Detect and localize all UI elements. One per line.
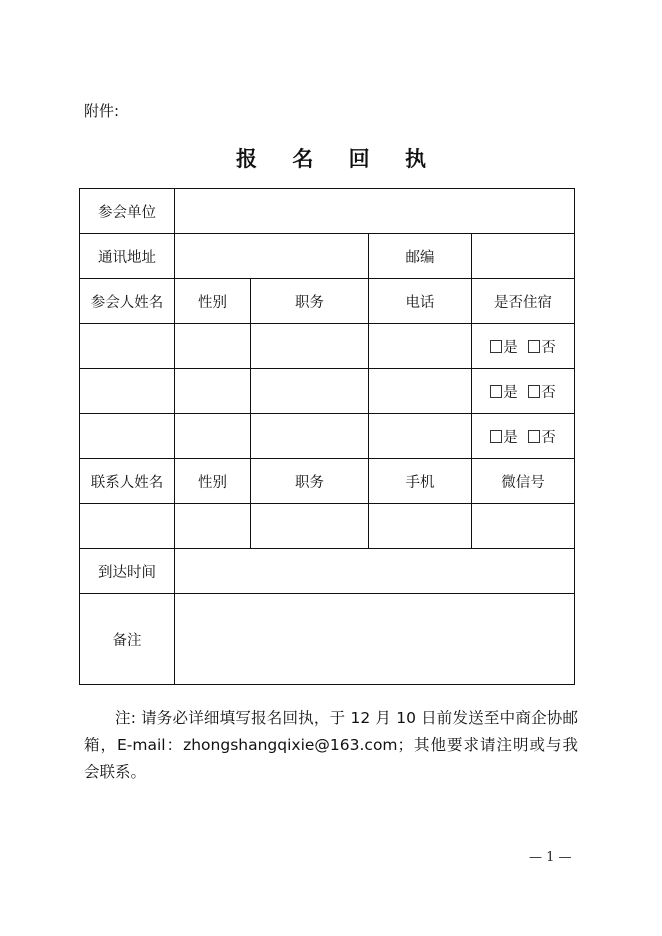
attendee-position-field[interactable] — [251, 369, 369, 414]
contact-mobile-field[interactable] — [369, 504, 472, 549]
checkbox-icon[interactable] — [490, 385, 502, 398]
arrival-label: 到达时间 — [80, 549, 175, 594]
attendee-phone-field[interactable] — [369, 414, 472, 459]
contact-position-header: 职务 — [251, 459, 369, 504]
arrival-field[interactable] — [175, 549, 575, 594]
attendee-name-field[interactable] — [80, 324, 175, 369]
lodging-yes-option[interactable] — [490, 340, 518, 356]
checkbox-icon[interactable] — [490, 430, 502, 443]
contact-wechat-header: 微信号 — [472, 459, 575, 504]
address-row — [80, 234, 575, 279]
org-row — [80, 189, 575, 234]
contact-header-row — [80, 459, 575, 504]
remarks-field[interactable] — [175, 594, 575, 685]
lodging-yes-label: 是 — [503, 429, 518, 446]
checkbox-icon[interactable] — [528, 340, 540, 353]
address-field[interactable] — [175, 234, 369, 279]
attendee-phone-field[interactable] — [369, 324, 472, 369]
attendee-gender-field[interactable] — [175, 414, 251, 459]
lodging-no-label: 否 — [541, 429, 556, 446]
org-label: 参会单位 — [80, 189, 175, 234]
org-field[interactable] — [175, 189, 575, 234]
lodging-no-label: 否 — [541, 384, 556, 401]
page-number: — 1 — — [529, 850, 572, 865]
lodging-options — [472, 369, 575, 414]
attendee-header-row — [80, 279, 575, 324]
registration-form-table — [79, 188, 575, 685]
lodging-no-label: 否 — [541, 339, 556, 356]
checkbox-icon[interactable] — [528, 385, 540, 398]
contact-name-field[interactable] — [80, 504, 175, 549]
attendee-row — [80, 414, 575, 459]
attendee-phone-field[interactable] — [369, 369, 472, 414]
arrival-row — [80, 549, 575, 594]
attendee-name-field[interactable] — [80, 414, 175, 459]
attendee-name-field[interactable] — [80, 369, 175, 414]
attachment-label: 附件: — [84, 102, 120, 120]
attendee-row — [80, 369, 575, 414]
attendee-row — [80, 324, 575, 369]
lodging-no-option[interactable] — [528, 385, 556, 401]
contact-gender-field[interactable] — [175, 504, 251, 549]
postcode-field[interactable] — [472, 234, 575, 279]
attendee-gender-field[interactable] — [175, 324, 251, 369]
lodging-yes-label: 是 — [503, 339, 518, 356]
attendee-position-field[interactable] — [251, 414, 369, 459]
contact-row — [80, 504, 575, 549]
remarks-row — [80, 594, 575, 685]
attendee-position-header: 职务 — [251, 279, 369, 324]
contact-name-header: 联系人姓名 — [80, 459, 175, 504]
attendee-gender-field[interactable] — [175, 369, 251, 414]
address-label: 通讯地址 — [80, 234, 175, 279]
lodging-no-option[interactable] — [528, 430, 556, 446]
contact-gender-header: 性别 — [175, 459, 251, 504]
lodging-yes-option[interactable] — [490, 385, 518, 401]
contact-mobile-header: 手机 — [369, 459, 472, 504]
attendee-lodging-header: 是否住宿 — [472, 279, 575, 324]
attendee-phone-header: 电话 — [369, 279, 472, 324]
remarks-label: 备注 — [80, 594, 175, 685]
attendee-position-field[interactable] — [251, 324, 369, 369]
contact-wechat-field[interactable] — [472, 504, 575, 549]
checkbox-icon[interactable] — [528, 430, 540, 443]
lodging-yes-option[interactable] — [490, 430, 518, 446]
contact-position-field[interactable] — [251, 504, 369, 549]
lodging-no-option[interactable] — [528, 340, 556, 356]
attendee-name-header: 参会人姓名 — [80, 279, 175, 324]
attendee-gender-header: 性别 — [175, 279, 251, 324]
submission-note: 注: 请务必详细填写报名回执，于 12 月 10 日前发送至中商企协邮箱，E-mail：zhongshangqixie@163.com；其他要求请注明或与我会联系。 — [84, 709, 578, 781]
postcode-label: 邮编 — [369, 234, 472, 279]
lodging-options — [472, 324, 575, 369]
checkbox-icon[interactable] — [490, 340, 502, 353]
page-title: 报 名 回 执 — [236, 147, 440, 171]
lodging-options — [472, 414, 575, 459]
lodging-yes-label: 是 — [503, 384, 518, 401]
